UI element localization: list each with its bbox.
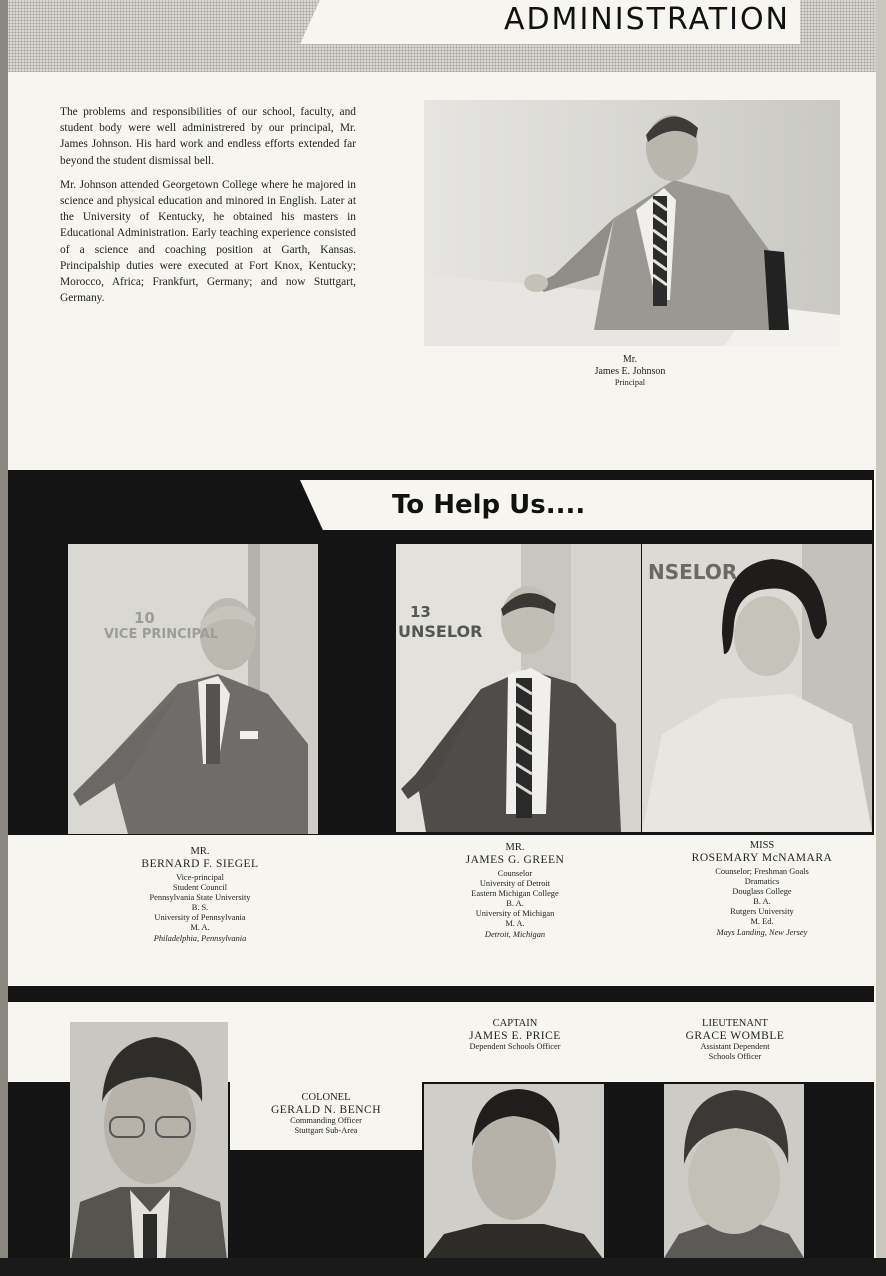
mcnamara-name: ROSEMARY McNAMARA — [691, 852, 833, 864]
bench-title: COLONEL — [301, 1092, 351, 1103]
intro-text — [60, 104, 356, 314]
green-home: Detroit, Michigan — [484, 930, 546, 939]
principal-role: Principal — [614, 378, 646, 387]
womble-line-1: Assistant Dependent — [700, 1042, 770, 1051]
section-banner — [300, 480, 872, 530]
green-line-2: University of Detroit — [479, 879, 551, 888]
womble-caption — [655, 1018, 815, 1062]
price-photo-image — [424, 1084, 604, 1260]
green-line-5: University of Michigan — [475, 909, 555, 918]
siegel-door-number: 10 — [134, 609, 155, 627]
principal-title: Mr. — [622, 354, 638, 365]
green-line-1: Counselor — [497, 869, 533, 878]
mcnamara-door-sign: NSELOR — [648, 560, 738, 584]
bench-name: GERALD N. BENCH — [270, 1104, 382, 1116]
bench-photo-image — [70, 1022, 228, 1268]
green-door-sign: UNSELOR — [398, 622, 483, 641]
siegel-title: MR. — [190, 846, 210, 857]
mcnamara-line-5: Rutgers University — [730, 907, 794, 916]
siegel-home: Philadelphia, Pennsylvania — [153, 934, 247, 943]
principal-photo — [424, 100, 840, 346]
siegel-line-3: Pennsylvania State University — [149, 893, 251, 902]
mcnamara-line-6: M. Ed. — [750, 917, 774, 926]
page-edge — [876, 0, 886, 1276]
price-caption — [435, 1018, 595, 1052]
bottom-edge — [0, 1258, 886, 1276]
mcnamara-caption — [662, 840, 862, 939]
mcnamara-line-1: Counselor; Freshman Goals — [715, 867, 809, 876]
divider-band — [8, 986, 874, 1002]
bench-caption — [246, 1092, 406, 1136]
mcnamara-line-2: Dramatics — [744, 877, 780, 886]
siegel-photo-image — [68, 544, 318, 834]
price-name: JAMES E. PRICE — [469, 1030, 561, 1042]
siegel-line-4: B. S. — [191, 903, 209, 912]
mcnamara-title: MISS — [749, 840, 775, 851]
green-photo-image — [396, 544, 641, 832]
principal-name: James E. Johnson — [594, 366, 666, 377]
siegel-door-sign: VICE PRINCIPAL — [104, 627, 219, 642]
mcnamara-line-4: B. A. — [753, 897, 771, 906]
page-title: ADMINISTRATION — [503, 2, 790, 37]
womble-name: GRACE WOMBLE — [685, 1030, 785, 1042]
bench-photo — [70, 1022, 228, 1268]
price-title: CAPTAIN — [492, 1018, 538, 1029]
mcnamara-photo — [642, 544, 872, 832]
bench-line-1: Commanding Officer — [290, 1116, 362, 1125]
section-title: To Help Us.... — [392, 490, 586, 520]
green-photo — [396, 544, 641, 832]
mcnamara-photo-image — [642, 544, 872, 832]
mcnamara-home: Mays Landing, New Jersey — [716, 928, 808, 937]
price-photo — [424, 1084, 604, 1260]
womble-line-2: Schools Officer — [708, 1052, 762, 1061]
principal-photo-image — [424, 100, 840, 346]
womble-photo — [664, 1084, 804, 1258]
price-line-1: Dependent Schools Officer — [469, 1042, 561, 1051]
siegel-name: BERNARD F. SIEGEL — [141, 858, 259, 870]
green-line-6: M. A. — [505, 919, 525, 928]
bench-line-2: Stuttgart Sub-Area — [294, 1126, 358, 1135]
green-title: MR. — [505, 842, 525, 853]
mcnamara-line-3: Douglass College — [732, 887, 792, 896]
binding-strip — [0, 0, 8, 1276]
principal-caption — [560, 354, 700, 388]
siegel-line-2: Student Council — [172, 883, 228, 892]
siegel-caption — [100, 846, 300, 945]
siegel-line-6: M. A. — [190, 923, 210, 932]
womble-photo-image — [664, 1084, 804, 1258]
green-name: JAMES G. GREEN — [465, 854, 565, 866]
siegel-line-1: Vice-principal — [176, 873, 224, 882]
green-door-number: 13 — [410, 603, 431, 621]
green-line-4: B. A. — [506, 899, 524, 908]
intro-paragraph-1: The problems and responsibilities of our school, faculty, and student body were well administrered by our principal, Mr. James Johnson. His hard work and endless efforts extended far beyond the student dismissal bell. — [60, 106, 356, 167]
green-line-3: Eastern Michigan College — [471, 889, 559, 898]
green-caption — [415, 842, 615, 941]
intro-paragraph-2: Mr. Johnson attended Georgetown College where he majored in science and physical education and minored in English. Later at the University of Kentucky, he obtained his masters in Educational Administration. Early teaching experience consisted of a science and coaching position at Garth, Kansas. Principalship duties were executed at Fort Knox, Kentucky; Morocco, Africa; Frankfurt, Germany; and now Stuttgart, Germany. — [60, 178, 356, 305]
siegel-line-5: University of Pennsylvania — [154, 913, 246, 922]
siegel-photo — [68, 544, 318, 834]
womble-title: LIEUTENANT — [702, 1018, 768, 1029]
